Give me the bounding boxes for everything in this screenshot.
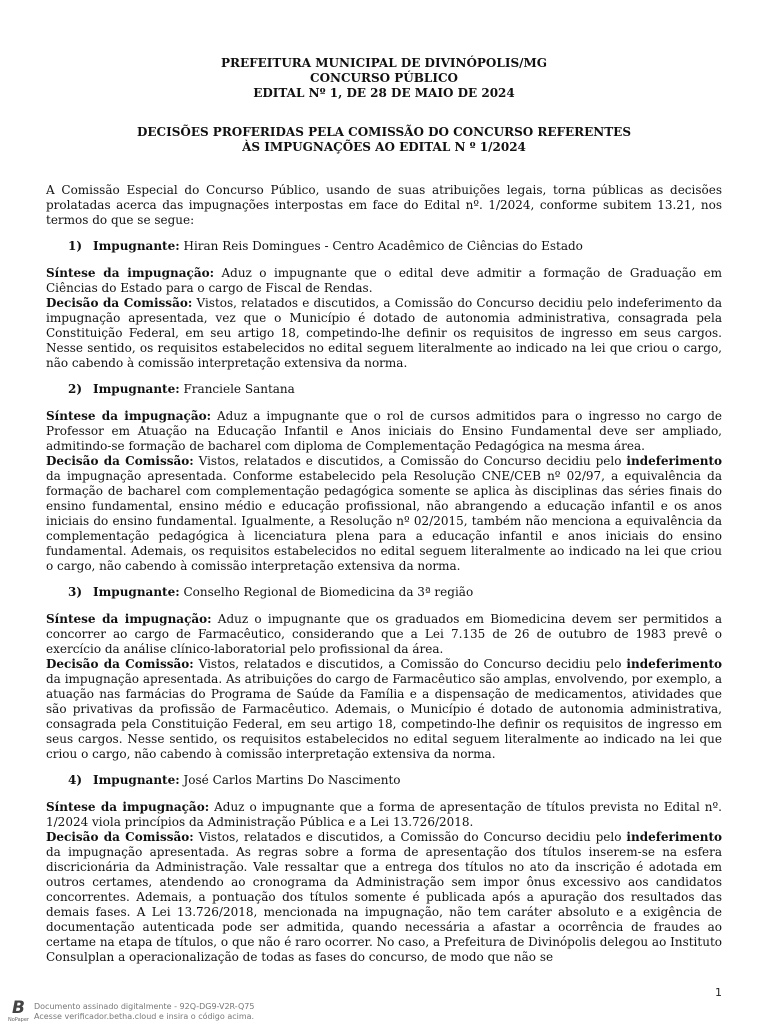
logo-subtext: NoPaper xyxy=(8,1017,29,1023)
decisao-keyword: indeferimento xyxy=(617,296,703,310)
header-contest: CONCURSO PÚBLICO xyxy=(310,71,458,85)
impugnante-name: Franciele Santana xyxy=(183,382,295,396)
betha-logo-icon xyxy=(8,1000,30,1022)
decisions-title xyxy=(46,125,722,155)
decisao-label: Decisão da Comissão: xyxy=(46,830,194,844)
signature-line-1: Documento assinado digitalmente - 92Q-DG9-V2R-Q75 xyxy=(34,1002,255,1011)
sintese-label: Síntese da impugnação: xyxy=(46,612,212,626)
signature-text xyxy=(34,1002,254,1022)
impugnante-label: Impugnante: xyxy=(93,773,180,787)
impugnante-name: Hiran Reis Domingues - Centro Acadêmico de Ciências do Estado xyxy=(183,239,583,253)
decisao-keyword: indeferimento xyxy=(626,454,722,468)
decisions-title-line1: DECISÕES PROFERIDAS PELA COMISSÃO DO CONCURSO REFERENTES xyxy=(136,125,631,139)
item-block-2 xyxy=(46,409,722,574)
impugnante-name: Conselho Regional de Biomedicina da 3ª região xyxy=(183,585,474,599)
signature-line-2: Acesse verificador.betha.cloud e insira o código acima. xyxy=(34,1012,255,1021)
sintese-label: Síntese da impugnação: xyxy=(46,409,212,423)
page-number: 1 xyxy=(715,986,722,999)
decisao-text-post: da impugnação apresentada. As atribuições do cargo de Farmacêutico são amplas, envolvendo, por exemplo, a atuação nas farmácias do Programa de Saúde da Família e a dispensação de medicamentos, atividades que são privativas da profissão de Farmacêutico. Ademais, o Município é dotado de autonomia administrativa, consagrada pela Constituição Federal, em seu artigo 18, competindo-lhe definir os requisitos de ingresso em seus cargos. Nesse sentido, os requisitos estabelecidos no edital seguem literalmente ao indicado na lei que criou o cargo, não cabendo à comissão interpretação extensiva da norma. xyxy=(46,672,722,761)
sintese-text: Aduz a impugnante que o rol de cursos admitidos para o ingresso no cargo de Professor em Atuação na Educação Infantil e Anos iniciais do Ensino Fundamental deve ser ampliado, admitindo-se formação de bacharel com diploma de Complementação Pedagógica na mesma área. xyxy=(46,409,722,453)
impugnante-heading-4 xyxy=(46,773,722,788)
document-header xyxy=(46,56,722,101)
item-number: 4) xyxy=(68,773,83,787)
sintese-paragraph xyxy=(46,612,722,657)
decisao-text-post: da impugnação apresentada. As regras sobre a forma de apresentação dos títulos inserem-se na esfera discricionária da Administração. Vale ressaltar que a entrega dos títulos no ato da inscrição é adotada em outros certames, atendendo ao cronograma da Administração sem impor ônus excessivo aos candidatos concorrentes. Ademais, a pontuação dos títulos somente é publicada após a apuração dos resultados das demais fases. A Lei 13.726/2018, mencionada na impugnação, não tem caráter absoluto e a exigência de documentação autenticada pode ser admitida, quando necessária a afastar a ocorrência de fraudes ao certame na etapa de títulos, o que não é raro ocorrer. No caso, a Prefeitura de Divinópolis delegou ao Instituto Consulplan a operacionalização de todas as fases do concurso, de modo que não se xyxy=(46,845,722,964)
sintese-paragraph xyxy=(46,266,722,296)
decisions-title-line2: ÀS IMPUGNAÇÕES AO EDITAL N º 1/2024 xyxy=(242,140,526,154)
decisao-label: Decisão da Comissão: xyxy=(46,657,194,671)
sintese-paragraph xyxy=(46,409,722,454)
decisao-text-post: da impugnação apresentada. Conforme estabelecido pela Resolução CNE/CEB nº 02/97, a equivalência da formação de bacharel com complementação pedagógica somente se aplica às disciplinas das séries finais do ensino fundamental, ensino médio e educação profissional, não abrangendo a educação infantil e os anos iniciais do ensino fundamental. Igualmente, a Resolução nº 02/2015, também não menciona a equivalência da complementação pedagógica à licenciatura plena para a educação infantil e anos iniciais do ensino fundamental. Ademais, os requisitos estabelecidos no edital seguem literalmente ao indicado na lei que criou o cargo, não cabendo à comissão interpretação extensiva da norma. xyxy=(46,469,722,573)
impugnante-label: Impugnante: xyxy=(93,382,180,396)
sintese-text: Aduz o impugnante que a forma de apresentação de títulos prevista no Edital nº. 1/2024 viola princípios da Administração Pública e a Lei 13.726/2018. xyxy=(46,800,722,829)
impugnante-label: Impugnante: xyxy=(93,239,180,253)
item-number: 1) xyxy=(68,239,83,253)
impugnante-heading-1 xyxy=(46,239,722,254)
decisao-keyword: indeferimento xyxy=(626,657,722,671)
decisao-paragraph xyxy=(46,296,722,371)
intro-paragraph: A Comissão Especial do Concurso Público, usando de suas atribuições legais, torna públicas as decisões prolatadas acerca das impugnações interpostas em face do Edital nº. 1/2024, conforme subitem 13.21, nos termos do que se segue: xyxy=(46,183,722,227)
header-edital: EDITAL Nº 1, DE 28 DE MAIO DE 2024 xyxy=(253,86,515,100)
decisao-label: Decisão da Comissão: xyxy=(46,296,193,310)
impugnante-name: José Carlos Martins Do Nascimento xyxy=(183,773,401,787)
sintese-label: Síntese da impugnação: xyxy=(46,800,210,814)
item-block-1 xyxy=(46,266,722,371)
header-municipality: PREFEITURA MUNICIPAL DE DIVINÓPOLIS/MG xyxy=(220,56,548,70)
sintese-paragraph xyxy=(46,800,722,830)
item-block-3 xyxy=(46,612,722,762)
sintese-label: Síntese da impugnação: xyxy=(46,266,215,280)
impugnante-heading-3 xyxy=(46,585,722,600)
item-number: 3) xyxy=(68,585,83,599)
decisao-keyword: indeferimento xyxy=(626,830,722,844)
sintese-text: Aduz o impugnante que o edital deve admitir a formação de Graduação em Ciências do Estado para o cargo de Fiscal de Rendas. xyxy=(46,266,722,295)
impugnante-label: Impugnante: xyxy=(93,585,180,599)
decisao-text-pre: Vistos, relatados e discutidos, a Comissão do Concurso decidiu pelo xyxy=(198,830,622,844)
item-number: 2) xyxy=(68,382,83,396)
item-block-4 xyxy=(46,800,722,965)
decisao-text-pre: Vistos, relatados e discutidos, a Comissão do Concurso decidiu pelo xyxy=(196,296,613,310)
decisao-text-pre: Vistos, relatados e discutidos, a Comissão do Concurso decidiu pelo xyxy=(198,657,622,671)
logo-letter: B xyxy=(12,998,25,1018)
decisao-text-pre: Vistos, relatados e discutidos, a Comissão do Concurso decidiu pelo xyxy=(198,454,622,468)
decisao-paragraph xyxy=(46,454,722,574)
decisao-text-post: da impugnação apresentada, vez que o Município é dotado de autonomia administrativa, consagrada pela Constituição Federal, em seu artigo 18, competindo-lhe definir os requisitos de ingresso em seus cargos. Nesse sentido, os requisitos estabelecidos no edital seguem literalmente ao indicado na lei que criou o cargo, não cabendo à comissão interpretação extensiva da norma. xyxy=(46,296,722,370)
impugnante-heading-2 xyxy=(46,382,722,397)
decisao-label: Decisão da Comissão: xyxy=(46,454,194,468)
decisao-paragraph xyxy=(46,830,722,965)
signature-footer xyxy=(6,998,306,1024)
document-page xyxy=(46,56,722,965)
decisao-paragraph xyxy=(46,657,722,762)
sintese-text: Aduz o impugnante que os graduados em Biomedicina devem ser permitidos a concorrer ao cargo de Farmacêutico, considerando que a Lei 7.135 de 26 de outubro de 1983 prevê o exercício da análise clínico-laboratorial pelo profissional da área. xyxy=(46,612,722,656)
